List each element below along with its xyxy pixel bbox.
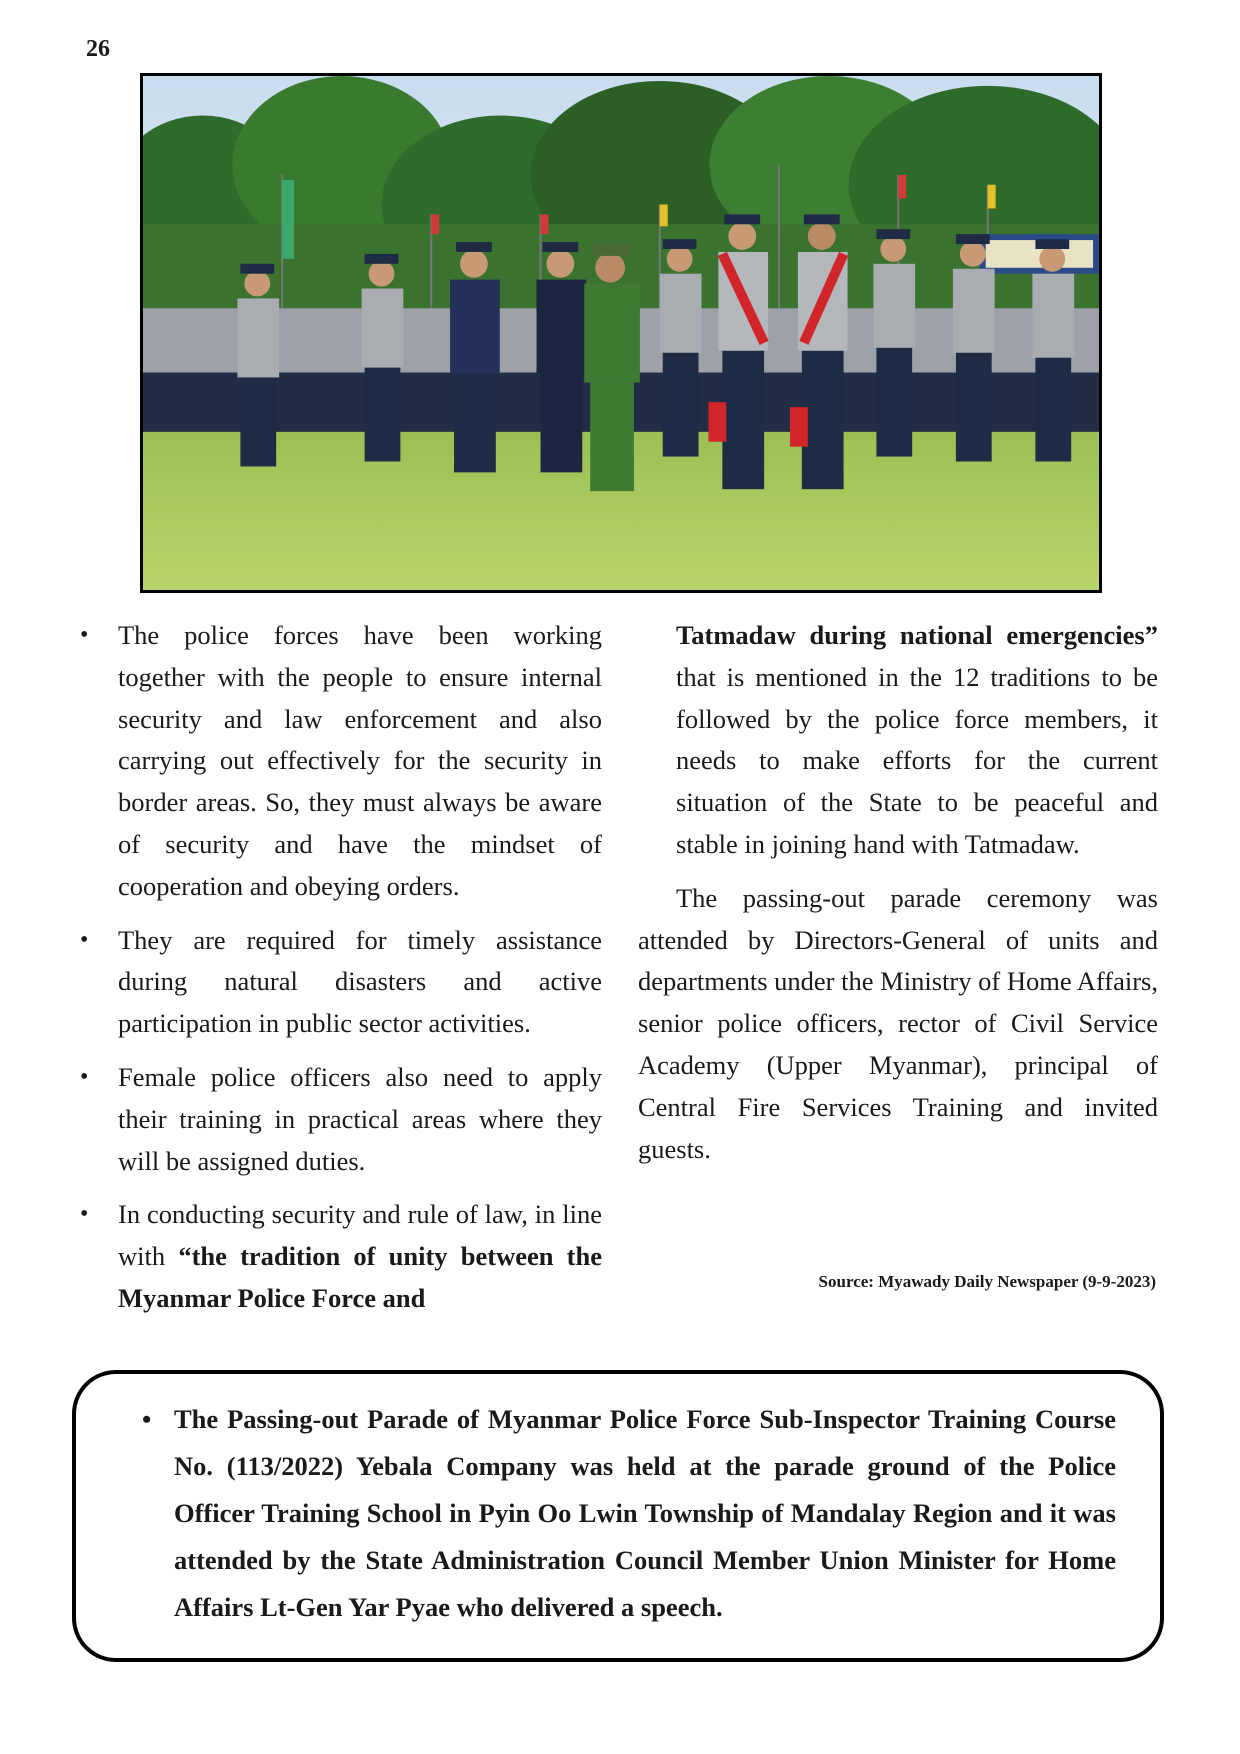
green-flag	[282, 180, 294, 259]
left-column	[80, 615, 602, 1332]
right-column	[638, 615, 1158, 1170]
bullet-item: • They are required for timely assistance during natural disasters and active participation in public sector activities.	[80, 920, 602, 1045]
bullet-item	[80, 1194, 602, 1319]
source-credit: Source: Myawady Daily Newspaper (9-9-2023)	[818, 1272, 1156, 1291]
continued-paragraph	[638, 615, 1158, 866]
parade-photo	[140, 73, 1102, 593]
continued-bold-text: Tatmadaw during national emergencies”	[676, 620, 1158, 650]
page-number: 26	[86, 36, 110, 62]
bullet-item: • The police forces have been working together with the people to ensure internal security and law enforcement and also carrying out effectively for the security in border areas. So, they must always be aware of security and have the mindset of cooperation and obeying orders.	[80, 615, 602, 908]
continued-text: that is mentioned in the 12 traditions to be followed by the police force members, it needs to make efforts for the current situation of the State to be peaceful and stable in joining hand with Tatmadaw.	[676, 661, 1158, 859]
summary-callout-text: • The Passing-out Parade of Myanmar Police Force Sub-Inspector Training Course No. (113/2022) Yebala Company was held at the parade ground of the Police Officer Training School in Pyin Oo Lwin Township of Mandalay Region and it was attended by the State Administration Council Member Union Minister for Home Affairs Lt-Gen Yar Pyae who delivered a speech.	[136, 1396, 1116, 1631]
bullet-bold-text: “the tradition of unity between the Myanmar Police Force and	[118, 1241, 602, 1313]
ceremony-paragraph: The passing-out parade ceremony was attended by Directors-General of units and departments under the Ministry of Home Affairs, senior police officers, rector of Civil Service Academy (Upper Myanmar), principal of Central Fire Services Training and invited guests.	[638, 882, 1158, 1164]
summary-callout-box	[72, 1370, 1164, 1662]
bullet-item: • Female police officers also need to apply their training in practical areas where they will be assigned duties.	[80, 1057, 602, 1182]
parade-illustration	[143, 76, 1099, 590]
bullet-text: In conducting security and rule of law, in line with	[118, 1199, 602, 1272]
